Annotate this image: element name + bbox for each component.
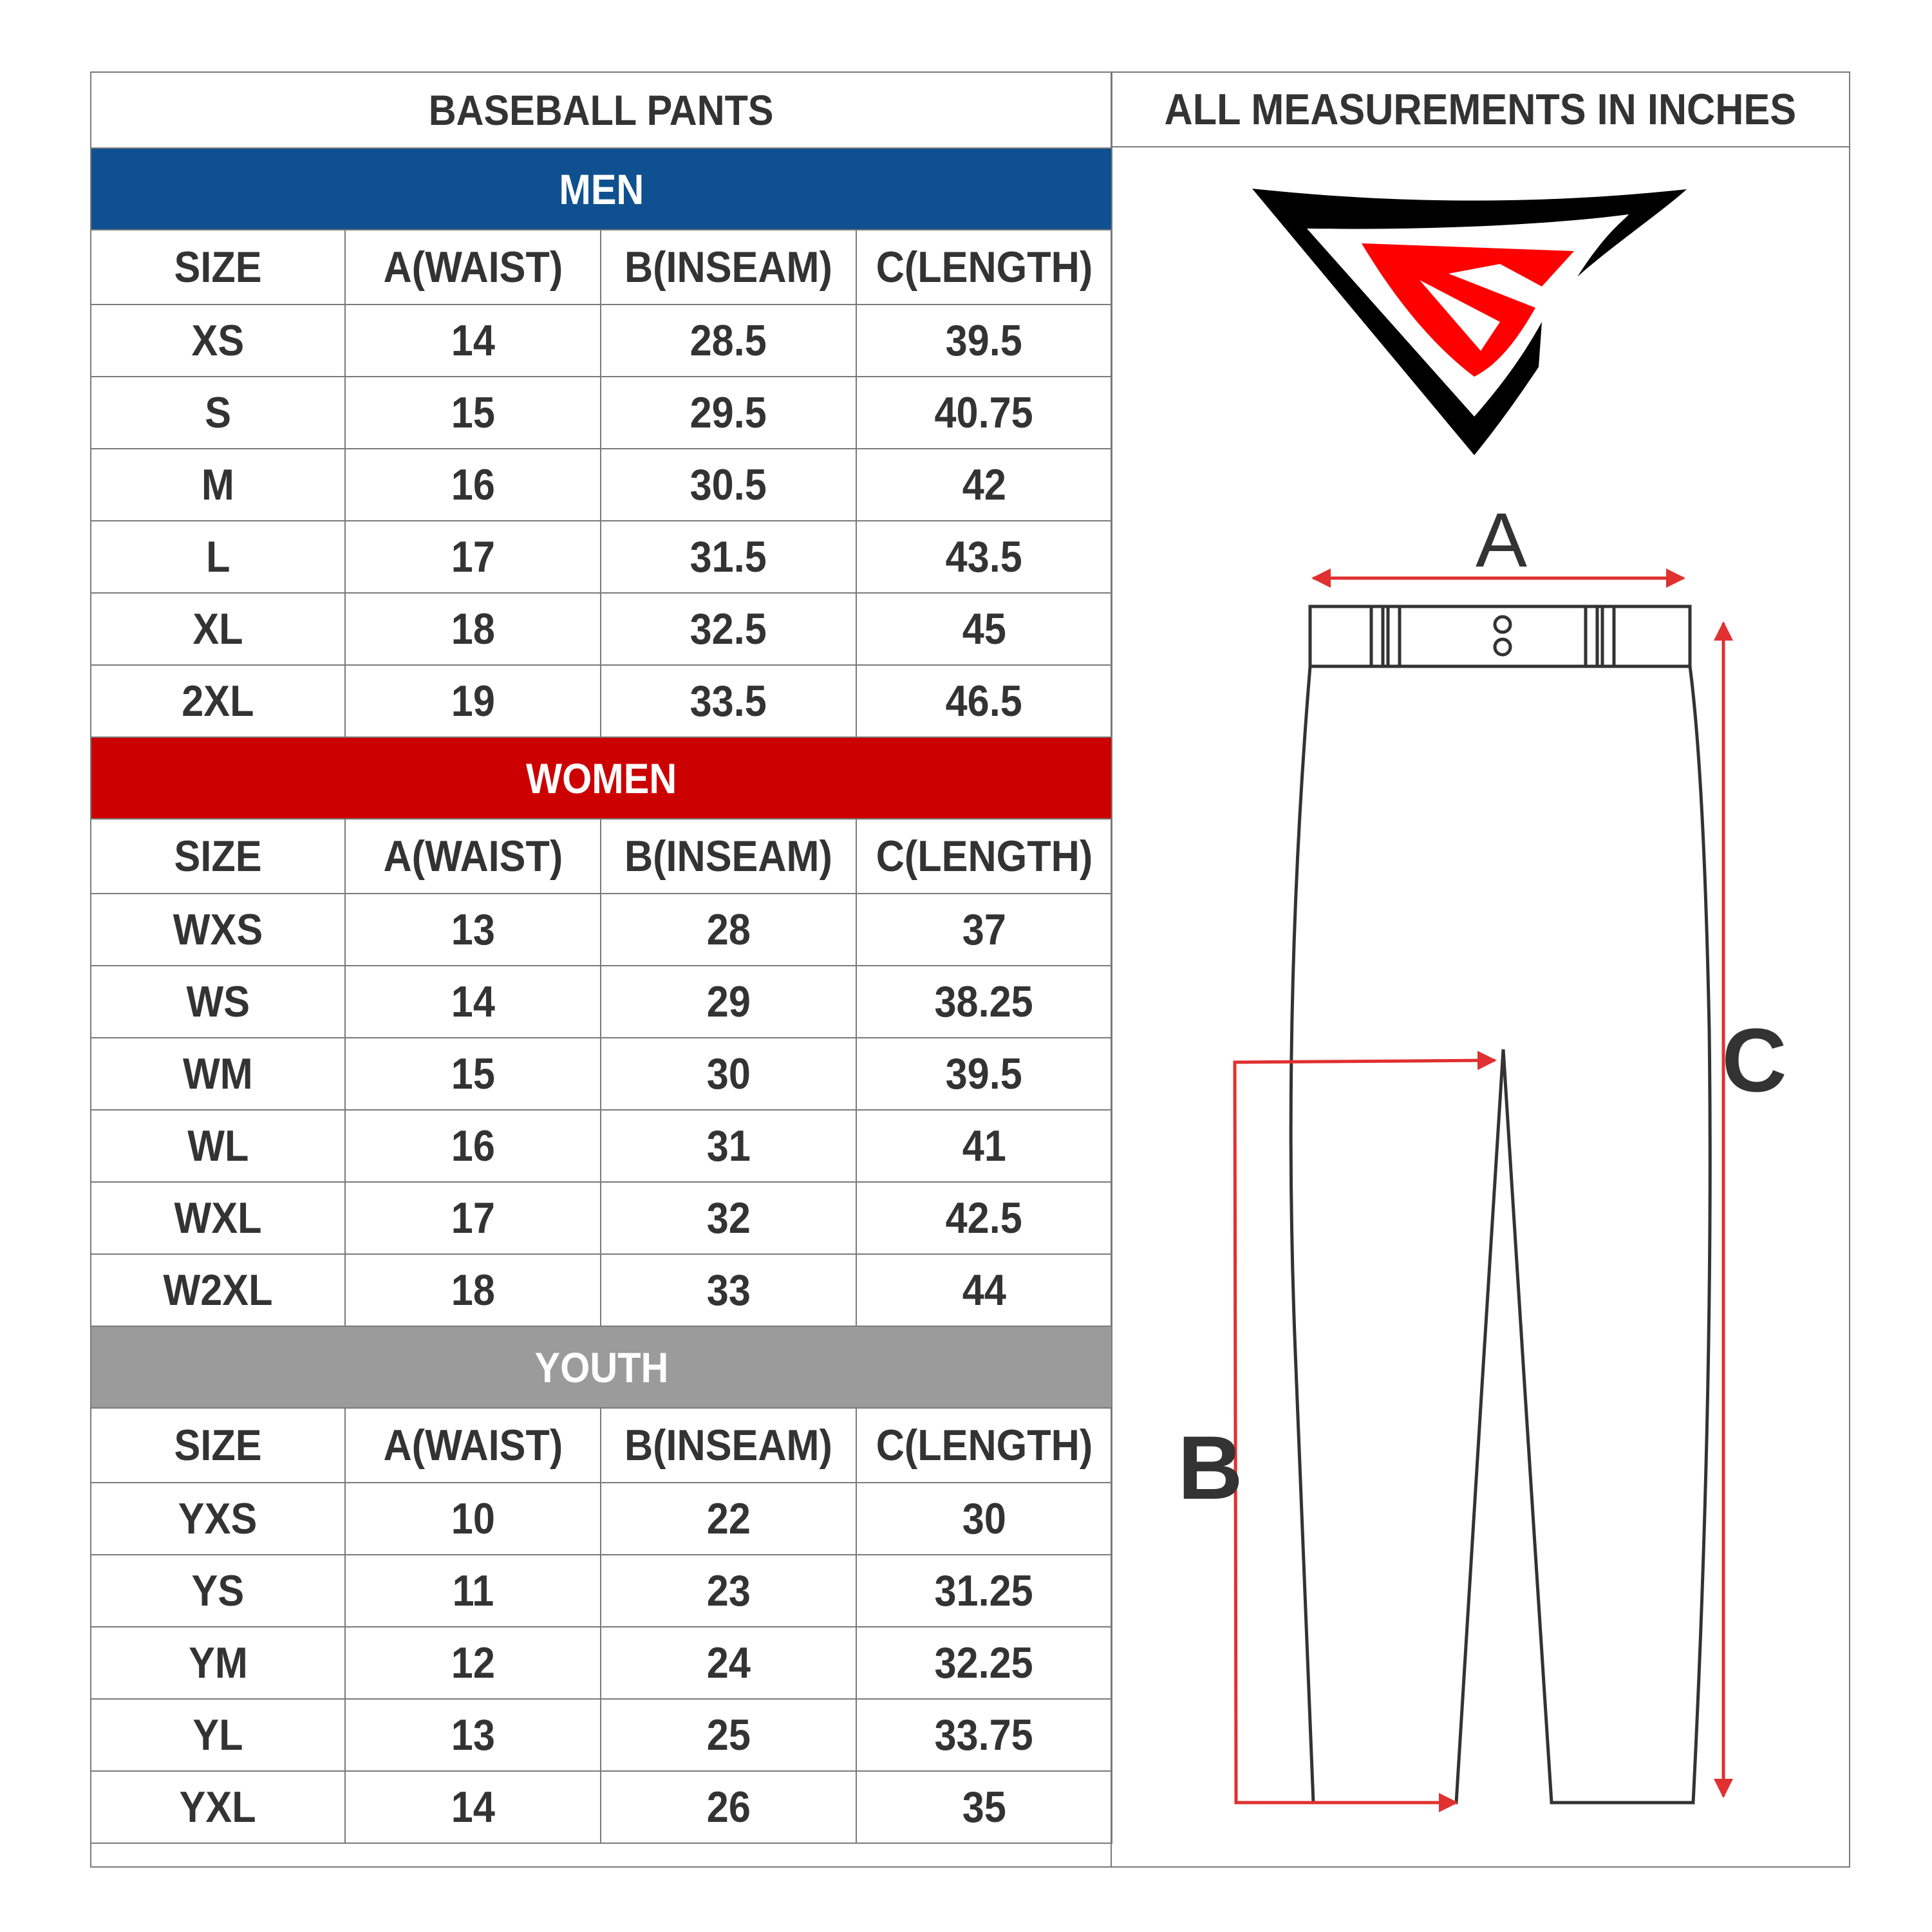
cell-text: 37 (962, 905, 1006, 954)
pants-legs (1291, 666, 1710, 1803)
cell-text: 16 (451, 460, 495, 509)
label-c: C (1721, 1009, 1787, 1111)
label-b: B (1177, 1417, 1243, 1518)
cell-text: 10 (451, 1494, 495, 1543)
cell-text: 31.5 (689, 532, 767, 581)
column-header-text: B(INSEAM) (624, 243, 832, 292)
cell-text: 28.5 (689, 316, 767, 365)
cell-text: S (205, 388, 231, 437)
column-header-text: SIZE (174, 1421, 262, 1470)
cell-text: XL (192, 605, 243, 653)
cell-text: L (205, 532, 230, 581)
cell-text: WXS (173, 905, 263, 954)
belt-loop-right-inner (1602, 606, 1614, 666)
cell-text: XS (191, 316, 245, 365)
cell-text: WM (183, 1049, 253, 1098)
belt-loop-left-outer (1371, 606, 1383, 666)
arrow-b-inseam (1235, 1060, 1495, 1803)
cell-text: 22 (706, 1494, 751, 1543)
section-title-text: YOUTH (534, 1343, 668, 1391)
dimension-arrows (1235, 578, 1723, 1803)
cell-text: 40.75 (934, 388, 1034, 437)
belt-loop-left-inner (1388, 606, 1400, 666)
cell-text: 31.25 (934, 1566, 1034, 1615)
column-header-text: A(WAIST) (383, 243, 563, 292)
cell-text: 41 (962, 1121, 1006, 1170)
cell-text: 24 (706, 1638, 751, 1687)
pants-outline-icon (1291, 606, 1710, 1803)
section-title-text: WOMEN (525, 754, 677, 802)
cell-text: 43.5 (945, 532, 1023, 581)
cell-text: WL (187, 1121, 249, 1170)
column-header-text: B(INSEAM) (624, 832, 832, 881)
cell-text: 2XL (182, 677, 254, 726)
cell-text: 46.5 (945, 677, 1023, 726)
cell-text: 31 (706, 1121, 751, 1170)
cell-text: 44 (962, 1266, 1006, 1315)
cell-text: 30 (962, 1494, 1006, 1543)
cell-text: 32 (706, 1194, 751, 1243)
column-header-text: SIZE (174, 832, 262, 881)
label-a: A (1475, 497, 1528, 583)
cell-text: 35 (962, 1783, 1006, 1832)
cell-text: 14 (451, 316, 495, 365)
column-header-text: C(LENGTH) (876, 832, 1093, 881)
cell-text: M (202, 460, 234, 509)
cell-text: 32.25 (934, 1638, 1034, 1687)
cell-text: 15 (451, 388, 495, 437)
cell-text: 29 (706, 977, 751, 1026)
cell-text: 23 (706, 1566, 751, 1615)
cell-text: YXS (178, 1494, 258, 1543)
cell-text: 26 (706, 1783, 751, 1832)
cell-text: YL (192, 1711, 243, 1759)
cell-text: 30.5 (689, 460, 767, 509)
cell-text: 39.5 (945, 316, 1023, 365)
cell-text: 45 (962, 605, 1006, 653)
table-title-text: BASEBALL PANTS (429, 86, 774, 134)
cell-text: 28 (706, 905, 751, 954)
cell-text: 39.5 (945, 1049, 1023, 1098)
cell-text: 16 (451, 1121, 495, 1170)
cell-text: 15 (451, 1049, 495, 1098)
cell-text: 17 (451, 532, 495, 581)
belt-loop-right-outer (1586, 606, 1597, 666)
button-top-icon (1495, 617, 1510, 632)
cell-text: 30 (706, 1049, 751, 1098)
cell-text: 13 (451, 1711, 495, 1759)
section-title-text: MEN (559, 165, 644, 213)
measurements-note-text: ALL MEASUREMENTS IN INCHES (1164, 85, 1797, 134)
column-header-text: B(INSEAM) (624, 1421, 832, 1470)
column-header-text: SIZE (174, 243, 262, 292)
cell-text: 11 (452, 1566, 494, 1615)
cell-text: 33.5 (689, 677, 767, 726)
cell-text: YXL (179, 1783, 257, 1832)
cell-text: WS (186, 977, 250, 1026)
cell-text: 18 (451, 1266, 495, 1315)
column-header-text: C(LENGTH) (876, 243, 1093, 292)
cell-text: 29.5 (689, 388, 767, 437)
logo-outer-swoosh (1252, 189, 1687, 455)
column-header-text: A(WAIST) (383, 832, 563, 881)
button-bottom-icon (1495, 639, 1510, 655)
cell-text: 33 (706, 1266, 751, 1315)
cell-text: 18 (451, 605, 495, 653)
cell-text: 19 (451, 677, 495, 726)
pants-waistband (1310, 606, 1690, 666)
cell-text: 32.5 (689, 605, 767, 653)
cell-text: 13 (451, 905, 495, 954)
cell-text: W2XL (163, 1266, 273, 1315)
cell-text: 38.25 (934, 977, 1034, 1026)
cell-text: 42.5 (945, 1194, 1023, 1243)
cell-text: 14 (451, 977, 495, 1026)
cell-text: YS (191, 1566, 245, 1615)
cell-text: 42 (962, 460, 1006, 509)
cell-text: 25 (706, 1711, 751, 1759)
cell-text: 17 (451, 1194, 495, 1243)
column-header-text: A(WAIST) (383, 1421, 563, 1470)
brand-logo (1252, 189, 1687, 455)
cell-text: YM (188, 1638, 248, 1687)
cell-text: 14 (451, 1783, 495, 1832)
cell-text: 33.75 (934, 1711, 1034, 1759)
cell-text: 12 (451, 1638, 495, 1687)
column-header-text: C(LENGTH) (876, 1421, 1093, 1470)
cell-text: WXL (174, 1194, 262, 1243)
